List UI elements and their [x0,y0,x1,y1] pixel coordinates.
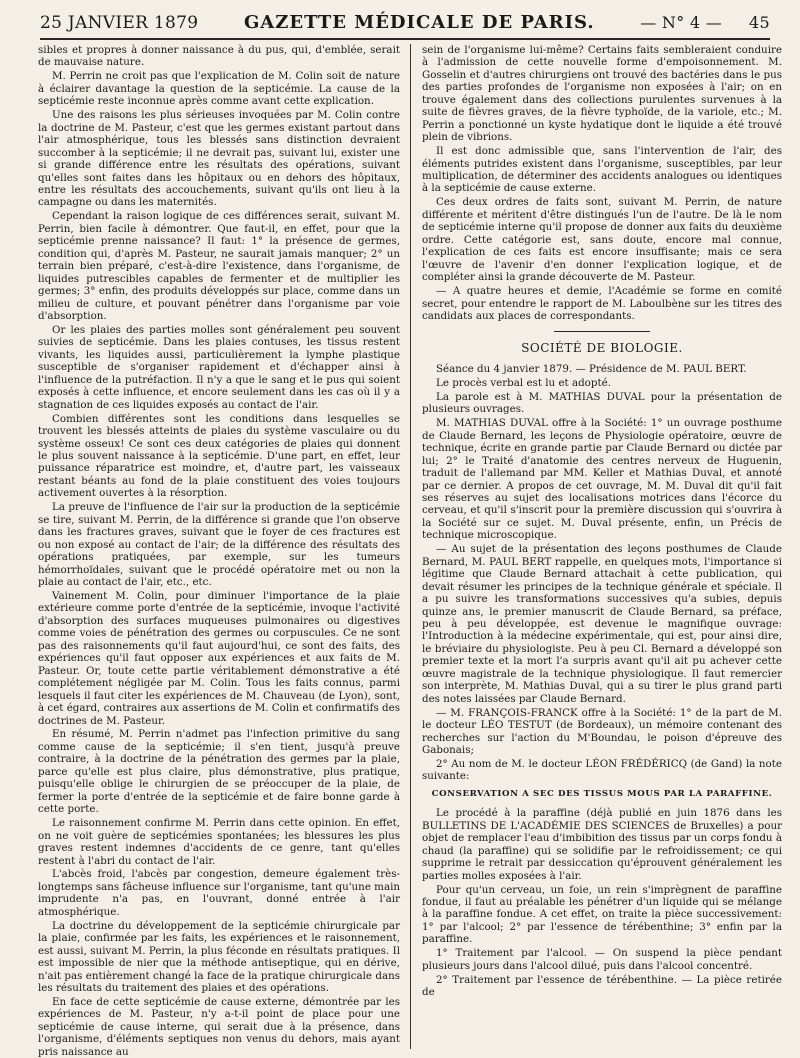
header-rule [40,38,770,40]
paragraph: sibles et propres à donner naissance à du pus, qui, d'emblée, serait de mauvaise nature. [38,44,400,69]
section-separator [554,331,650,332]
paragraph: Le raisonnement confirme M. Perrin dans cette opinion. En effet, on ne voit guère de septicémies spontanées; les blessures les plus graves restent indemnes d'accidents de ce genre, tant qu'elles restent à l'abri du contact de l'air. [38,817,400,867]
paragraph: La parole est à M. MATHIAS DUVAL pour la présentation de plusieurs ouvrages. [422,390,782,416]
paragraph: La preuve de l'influence de l'air sur la production de la septicémie se tire, suivant M. Perrin, de la différence si grande que l'on observe dans les fractures graves, suivant que le foyer de ces fractures est ou non exposé au contact de l'air; de la différence des résultats des opérations pratiquées, par exemple, sur les tumeurs hémorrhoïdales, suivant que le procédé opératoire met ou non la plaie au contact de l'air, etc., etc. [38,501,400,589]
issue-number-label: — N° 4 — [640,13,723,32]
paragraph: — Au sujet de la présentation des leçons posthumes de Claude Bernard, M. PAUL BERT rappelle, en quelques mots, l'importance si légitime que Claude Bernard attachait à cette publication, qui devait résumer les principes de la technique générale et spéciale. Il a pu suivre les transformations successives qu'a subies, depuis quinze ans, le premier manuscrit de Claude Bernard, sa préface, peu à peu développée, est devenue le magnifique ouvrage: l'Introduction à la médecine expérimentale, qui est, pour ainsi dire, le bréviaire du physiologiste. Peu à peu Cl. Bernard a développé son premier texte et la mort l'a surpris avant qu'il ait pu achever cette œuvre magistrale de la technique physiologique. Il faut remercier son interprète, M. Mathias Duval, qui a su tirer le plus grand parti des notes laissées par Claude Bernard. [422,543,782,705]
page-header [40,12,770,38]
session-line: Séance du 4 janvier 1879. — Présidence de M. PAUL BERT. [436,362,747,375]
section-title: SOCIÉTÉ DE BIOLOGIE. [521,341,683,356]
issue-number [640,13,770,32]
paragraph: En face de cette septicémie de cause externe, démontrée par les expériences de M. Pasteur, n'y a-t-il point de place pour une septicémie de cause interne, qui serait due à la présence, dans l'organisme, d'éléments septiques non venus du dehors, mais ayant pris naissance au [38,995,400,1058]
paragraph: Une des raisons les plus sérieuses invoquées par M. Colin contre la doctrine de M. Pasteur, c'est que les germes existant partout dans l'air atmosphérique, tous les blessés sans distinction devraient succomber à la septicémie; il ne devrait pas, suivant lui, exister une si grande différence entre les résultats des opérations, suivant qu'elles sont faites dans les hôpitaux ou en dehors des hôpitaux, entre les résultats des accouchements, suivant qu'ils ont lieu à la campagne ou dans les maternités. [38,109,400,209]
paragraph: Or les plaies des parties molles sont généralement peu souvent suivies de septicémie. Dans les plaies contuses, les tissus restent vivants, les liquides aussi, particulièrement la lymphe plastique susceptible de s'organiser rapidement et d'échapper ainsi à l'influence de la putréfaction. Il n'y a que le sang et le pus qui soient exposés à cette influence, et encore seulement dans les cas où il y a stagnation de ces liquides exposés au contact de l'air. [38,323,400,411]
paragraph: — M. FRANÇOIS-FRANCK offre à la Société: 1° de la part de M. le docteur LÉO TESTUT (de Bordeaux), un mémoire contenant des recherches sur l'action du M'Boundau, le poison d'épreuve des Gabonais; [422,706,782,757]
paragraph: Vainement M. Colin, pour diminuer l'importance de la plaie extérieure comme porte d'entrée de la septicémie, invoque l'activité d'absorption des surfaces muqueuses pulmonaires ou digestives comme voies de pénétration des germes ou corpuscules. Ce ne sont pas des raisonnements qu'il faut aujourd'hui, ce sont des faits, des expériences qu'il faut opposer aux expériences et aux faits de M. Pasteur. Or, toute cette partie véritablement démonstrative a été complétement négligée par M. Colin. Tous les faits connus, parmi lesquels il faut citer les expériences de M. Chauveau (de Lyon), sont, à cet égard, contraires aux assertions de M. Colin et confirmatifs des doctrines de M. Pasteur. [38,589,400,727]
paragraph: Le procès verbal est lu et adopté. [436,376,611,389]
paragraph: 1° Traitement par l'alcool. — On suspend la pièce pendant plusieurs jours dans l'alcool dilué, puis dans l'alcool concentré. [422,947,782,972]
paragraph: 2° Au nom de M. le docteur LÉON FRÉDÉRICQ (de Gand) la note suivante: [422,757,782,783]
paragraph: sein de l'organisme lui-même? Certains faits sembleraient conduire à l'admission de cette nouvelle forme d'empoisonnement. M. Gosselin et d'autres chirurgiens ont trouvé des bactéries dans le pus des parties profondes de l'organisme non exposées à l'air; on en trouve également dans des collections purulentes survenues à la suite de fièvres graves, de la fièvre typhoïde, de la variole, etc.; M. Perrin a ponctionné un kyste hydatique dont le liquide a été trouvé plein de vibrions. [422,44,782,144]
journal-title: GAZETTE MÉDICALE DE PARIS. [243,12,595,33]
paragraph: — A quatre heures et demie, l'Académie se forme en comité secret, pour entendre le rapport de M. Laboulbène sur les titres des candidats aux places de correspondants. [422,285,782,323]
paragraph: En résumé, M. Perrin n'admet pas l'infection primitive du sang comme cause de la septicémie; il s'en tient, jusqu'à preuve contraire, à la doctrine de la pénétration des germes par la plaie, parce qu'elle est plus claire, plus démonstrative, plus pratique, puisqu'elle oblige le chirurgien de se préoccuper de la plaie, de fermer la porte d'entrée de la septicémie et de faire bonne garde à cette porte. [38,728,400,816]
left-column [38,44,401,1058]
paragraph: M. MATHIAS DUVAL offre à la Société: 1° un ouvrage posthume de Claude Bernard, les leçons de Physiologie opératoire, œuvre de technique, écrite en grande partie par Claude Bernard ou dictée par lui; 2° le Traité d'anatomie des centres nerveux de Huguenin, traduit de l'allemand par MM. Keller et Mathias Duval, et annoté par ce dernier. A propos de cet ouvrage, M. M. Duval dit qu'il fait ses réserves au sujet des localisations motrices dans l'écorce du cerveau, et qu'il s'inscrit pour la première discussion qui s'ouvrira à la Société sur ce sujet. M. Duval présente, enfin, un Précis de technique microscopique. [422,417,782,542]
paragraph: Le procédé à la paraffine (déjà publié en juin 1876 dans les BULLETINS DE L'ACADÉMIE DES SCIENCES de Bruxelles) a pour objet de remplacer l'eau d'imbibition des tissus par un corps fondu à chaud (la paraffine) qui se solidifie par le refroidissement; ce qui supprime le retrait par dessiccation qu'éprouvent généralement les parties molles exposées à l'air. [422,807,782,882]
paragraph: La doctrine du développement de la septicémie chirurgicale par la plaie, confirmée par les faits, les expériences et le raisonnement, est aussi, suivant M. Perrin, la plus féconde en résultats pratiques. Il est impossible de nier que la méthode antiseptique, qui en dérive, n'ait pas entièrement changé la face de la pratique chirurgicale dans les résultats du traitement des plaies et des opérations. [38,919,400,995]
paragraph: Pour qu'un cerveau, un foie, un rein s'imprègnent de paraffine fondue, il faut au préalable les pénétrer d'un liquide qui se mélange à la paraffine fondue. A cet effet, on traite la pièce successivement: 1° par l'alcool; 2° par l'essence de térébenthine; 3° enfin par la paraffine. [422,883,782,946]
paragraph: L'abcès froid, l'abcès par congestion, demeure également très-longtemps sans fâcheuse influence sur l'organisme, tant qu'une main imprudente n'a pas, en l'ouvrant, donné entrée à l'air atmosphérique. [38,868,401,918]
paragraph: 2° Traitement par l'essence de térébenthine. — La pièce retirée de [422,973,782,999]
paragraph: Combien différentes sont les conditions dans lesquelles se trouvent les blessés atteints de plaies du système vasculaire ou du système osseux! Ce sont ces deux catégories de plaies qui donnent le plus souvent naissance à la septicémie. D'une part, en effet, leur puissance réparatrice est moindre, et, d'autre part, les vaisseaux restant béants au fond de la plaie constituent des voies toujours activement ouvertes à la résorption. [38,412,400,500]
issue-date: 25 JANVIER 1879 [40,13,199,33]
page-number: 45 [749,13,770,32]
paragraph: Il est donc admissible que, sans l'intervention de l'air, des éléments putrides existent dans l'organisme, susceptibles, par leur multiplication, de déterminer des accidents analogues ou identiques à la septicémie de cause externe. [422,145,782,195]
paragraph: Ces deux ordres de faits sont, suivant M. Perrin, de nature différente et méritent d'être distingués l'un de l'autre. De là le nom de septicémie interne qu'il propose de donner aux faits du deuxième ordre. Cette catégorie est, sans doute, encore mal connue, l'explication de ces faits est encore insuffisante; mais ce sera l'œuvre de l'avenir d'en donner l'explication logique, et de compléter ainsi la grande découverte de M. Pasteur. [422,196,782,284]
paragraph: Cependant la raison logique de ces différences serait, suivant M. Perrin, bien facile à démontrer. Que faut-il, en effet, pour que la septicémie prenne naissance? Il faut: 1° la présence de germes, condition qui, d'après M. Pasteur, ne saurait jamais manquer; 2° un terrain bien préparé, c'est-à-dire l'existence, dans l'organisme, de liquides putrescibles capables de fermenter et de multiplier les germes; 3° enfin, des produits développés sur place, comme dans un milieu de culture, et pouvant pénétrer dans l'organisme par voie d'absorption. [38,210,400,323]
column-divider [410,44,411,1049]
right-column [422,44,782,1049]
subheading: CONSERVATION A SEC DES TISSUS MOUS PAR LA PARAFFINE. [431,788,773,799]
paragraph: M. Perrin ne croit pas que l'explication de M. Colin soit de nature à éclairer davantage la question de la septicémie. La cause de la septicémie reste inconnue après comme avant cette explication. [38,70,400,108]
